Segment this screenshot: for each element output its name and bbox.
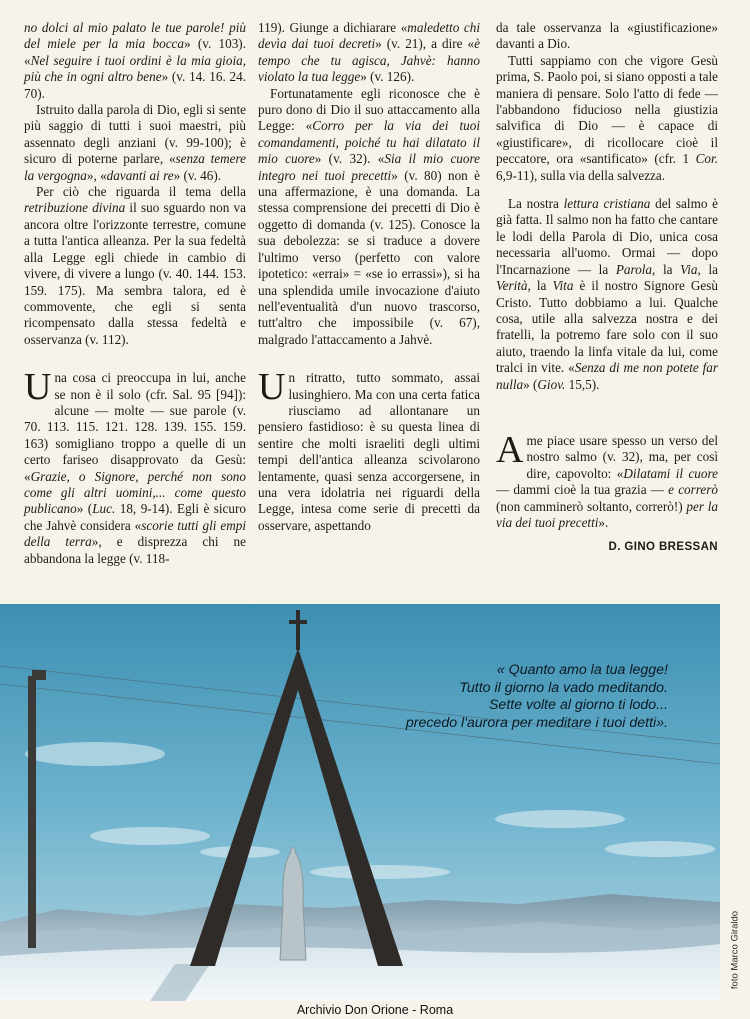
utility-pole [28, 676, 36, 948]
paragraph: Una cosa ci preoccupa in lui, anche se non è il solo (cfr. Sal. 95 [94]): alcune — molte — sue parole (v. 70. 113. 115. 121. 128. 139. 155. 159. 163) somigliano troppo a quelle di un certo fariseo disapprovato da Gesù: «Grazie, o Signore, perché non sono come gli altri uomini,... come questo publicano» (Luc. 18, 9-14). Egli è sicuro che Jahvè considera «scorie tutti gli empi della terra», e disprezza chi ne abbandona la legge (v. 118- [24, 366, 246, 566]
drop-cap: U [24, 366, 52, 409]
article-column-1 [24, 20, 246, 567]
author-signature: D. GINO BRESSAN [608, 541, 718, 554]
photo-quote [406, 662, 668, 732]
quote-line: precedo l'aurora per meditare i tuoi detti». [405, 714, 668, 731]
paragraph: no dolci al mio palato le tue parole! più del miele per la mia bocca» (v. 103). «Nel seguire i tuoi ordini è la mia gioia, più che in ogni altro bene» (v. 14. 16. 24. 70). [24, 20, 246, 101]
paragraph: Istruito dalla parola di Dio, egli si sente più saggio di tutti i suoi maestri, più assennato degli anziani (v. 99-100); è sicuro di poterne parlare, «senza temere la vergogna», «davanti ai re» (v. 46). [24, 102, 246, 183]
paragraph: Un ritratto, tutto sommato, assai lusinghiero. Ma con una certa fatica riusciamo ad allontanare un pensiero fastidioso: è su questa linea di sentire che molti israeliti degli ultimi tempi dell'antica alleanza scivolarono lentamente, quasi senza accorgersene, in una vera idolatria nei riguardi della Legge, intesa come serie di precetti da osservare, aspettando [258, 366, 480, 533]
paragraph: Tutti sappiamo con che vigore Gesù prima, S. Paolo poi, si siano opposti a tale maniera di pensare. Solo l'atto di fede — l'abbandono fiducioso nella giustizia salvifica di Dio — è capace di «giustificare», di ricollocare cioè il peccatore, ora «santificato» (cfr. 1 Cor. 6,9-11), sulla via della salvezza. [496, 52, 718, 183]
landscape-photo [0, 604, 720, 1001]
quote-line: Sette volte al giorno ti lodo... [488, 697, 668, 713]
article-column-2 [258, 20, 480, 534]
paragraph: 119). Giunge a dichiarare «maledetto chi devìa dai tuoi decreti» (v. 21), a dire «è tempo che tu agisca, Jahvè: hanno violato la tua legge» (v. 126). [258, 20, 480, 85]
cross-icon [296, 610, 300, 650]
quote-line: « Quanto amo la tua legge! [496, 662, 668, 678]
paragraph: Ame piace usare spesso un verso del nostro salmo (v. 32), ma, per così dire, capovolto: «Dilatami il cuore — dammi cioè la tua grazia — e correrò (non camminerò soltanto, correrò!) per la via dei tuoi precetti». [496, 428, 719, 530]
photo-credit: foto Marco Giraldo [729, 910, 741, 990]
snow-ground [0, 944, 720, 1001]
drop-cap: A [496, 428, 524, 471]
paragraph: Per ciò che riguarda il tema della retribuzione divina il suo sguardo non va ancora oltre l'orizzonte terrestre, comune a tutta l'antica alleanza. Per la sua fedeltà alla Legge egli chiede in cambio di vivere, di vivere a lungo (v. 40. 144. 153. 159. 175). Ma sembra talora, ed è commovente, che egli si senta ricompensato dalla stessa fedeltà e osservanza (v. 112). [24, 184, 246, 347]
paragraph: da tale osservanza la «giustificazione» davanti a Dio. [496, 20, 718, 52]
archive-footer: Archivio Don Orione - Roma [296, 1003, 454, 1017]
drop-cap: U [258, 366, 286, 409]
article-column-3 [496, 20, 718, 556]
paragraph: La nostra lettura cristiana del salmo è già fatta. Il salmo non ha fatto che cantare le lodi della Parola di Dio, unica cosa necessaria all'uomo. Ormai — dopo l'Incarnazione — la Parola, la Via, la Verità, la Vita è il nostro Signore Gesù Cristo. Tutto dobbiamo a lui. Qualche cosa, utile alla salvezza nostra e dei fratelli, la potremo fare solo con il suo aiuto, traendo la linfa vitale da lui, come tralci in vite. «Senza di me non potete far nulla» (Giov. 15,5). [496, 196, 719, 392]
quote-line: Tutto il giorno la vado meditando. [459, 679, 668, 696]
paragraph: Fortunatamente egli riconosce che è puro dono di Dio il suo attaccamento alla Legge: «Corro per la via dei tuoi comandamenti, poiché tu hai dilatato il mio cuore» (v. 32). «Sia il mio cuore integro nei tuoi precetti» (v. 80) non è una affermazione, è una domanda. La stessa comprensione dei precetti di Dio è oggetto di domanda (v. 125). Conosce la sua debolezza: se si traduce a dovere l'ultimo verso (perfetto con valore ipotetico: «errai» = «se io errassi»), si ha una splendida umile invocazione d'aiuto nell'eventualità d'un nuovo trascorso, tutt'altro che impossibile (v. 67), malgrado l'attaccamento a Jahvè. [258, 85, 480, 347]
